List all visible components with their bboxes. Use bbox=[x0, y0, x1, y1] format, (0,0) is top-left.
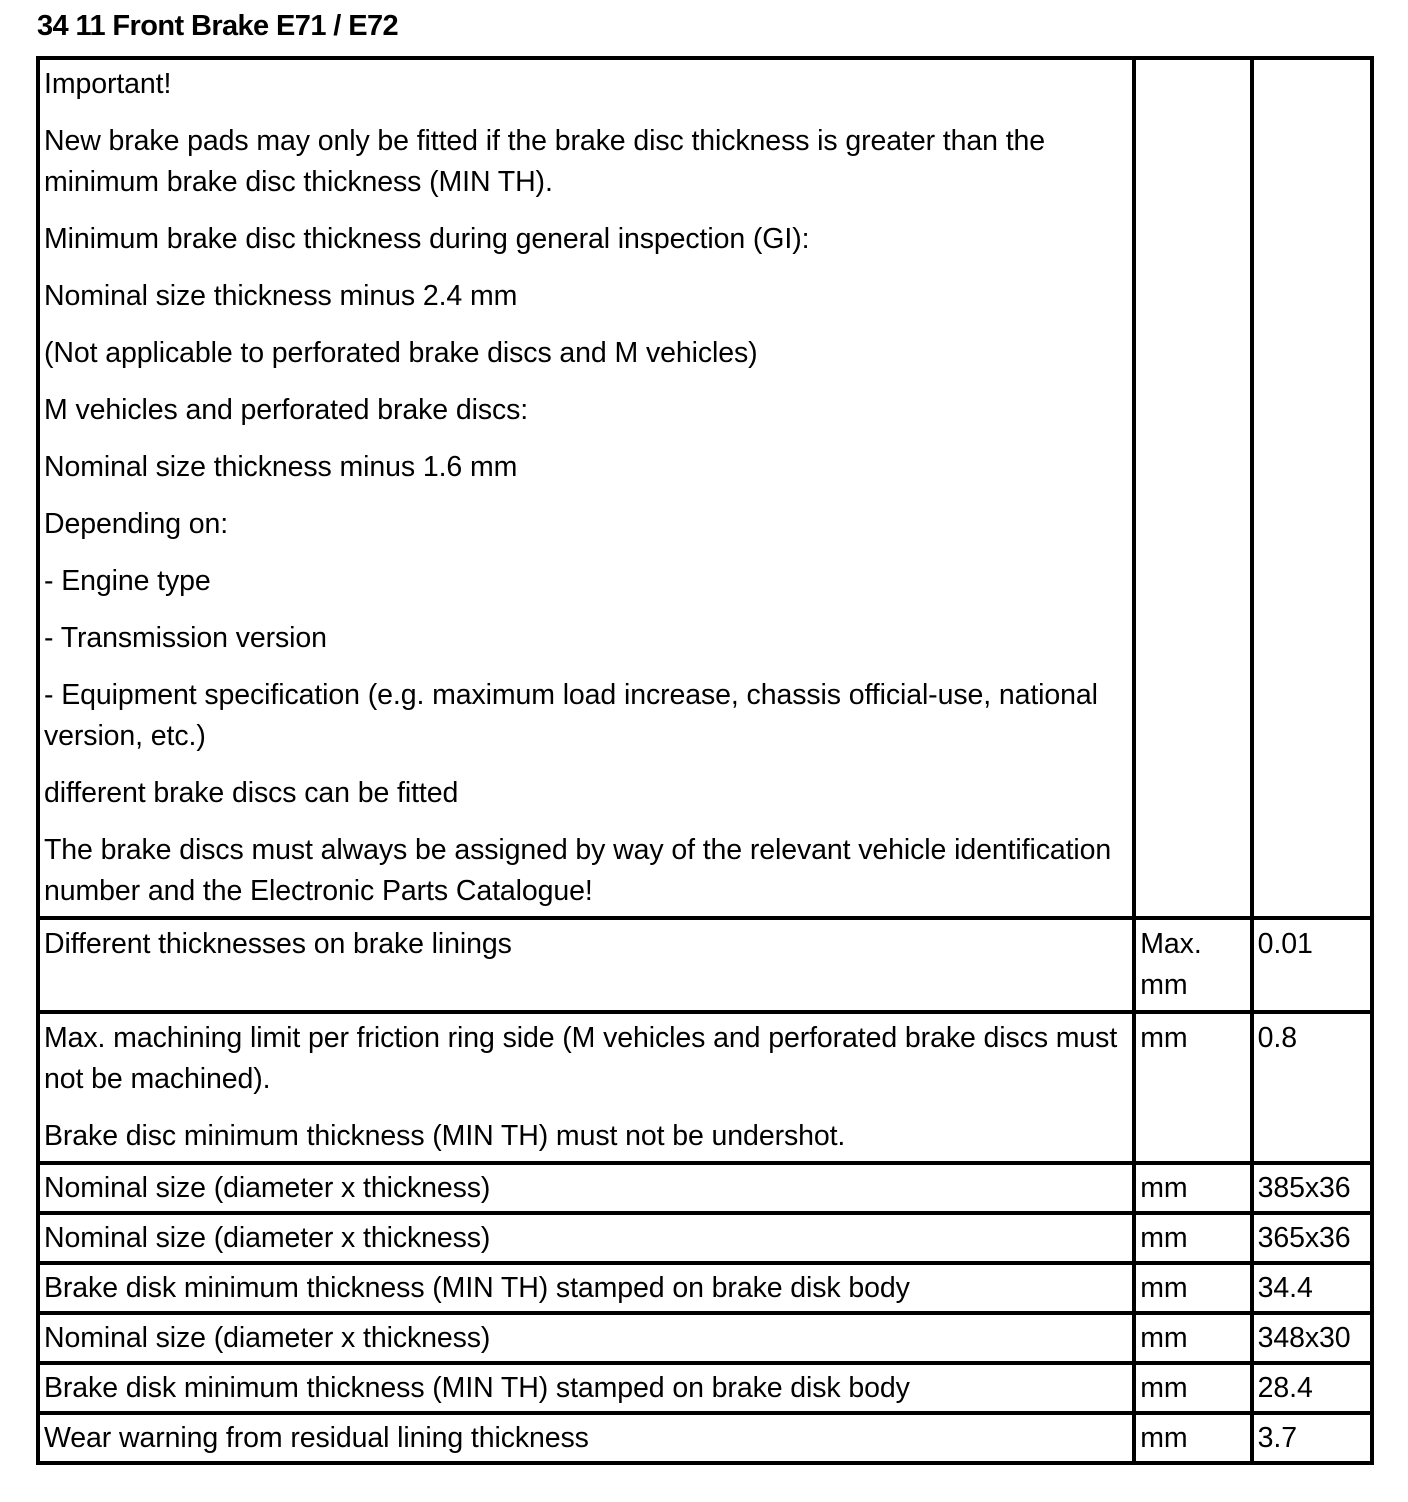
note-cell bbox=[38, 58, 1134, 918]
unit-cell: mm bbox=[1134, 1012, 1251, 1163]
value-cell: 0.8 bbox=[1252, 1012, 1372, 1163]
table-row bbox=[38, 1363, 1372, 1413]
note-paragraph: Nominal size thickness minus 1.6 mm bbox=[44, 451, 518, 483]
brake-spec-table bbox=[36, 56, 1374, 1465]
value-cell: 34.4 bbox=[1252, 1263, 1372, 1313]
note-paragraph: Nominal size thickness minus 2.4 mm bbox=[44, 280, 518, 312]
table-row bbox=[38, 1012, 1372, 1163]
table-row bbox=[38, 1213, 1372, 1263]
unit-cell: mm bbox=[1134, 1213, 1251, 1263]
note-paragraph: - Transmission version bbox=[44, 622, 327, 654]
table-row bbox=[38, 918, 1372, 1012]
value-cell bbox=[1252, 58, 1372, 918]
table-row bbox=[38, 1163, 1372, 1213]
unit-cell: mm bbox=[1134, 1313, 1251, 1363]
note-paragraph: The brake discs must always be assigned by way of the relevant vehicle identification number and the Electronic Parts Catalogue! bbox=[44, 834, 1112, 907]
note-paragraph: (Not applicable to perforated brake discs and M vehicles) bbox=[44, 337, 758, 369]
note-paragraph: - Equipment specification (e.g. maximum load increase, chassis official-use, national version, etc.) bbox=[44, 679, 1098, 752]
description-cell bbox=[38, 918, 1134, 1012]
note-paragraph: M vehicles and perforated brake discs: bbox=[44, 394, 529, 426]
value-cell: 348x30 bbox=[1252, 1313, 1372, 1363]
table-row bbox=[38, 1263, 1372, 1313]
unit-cell bbox=[1134, 58, 1251, 918]
description-text: Different thicknesses on brake linings bbox=[44, 928, 512, 960]
note-paragraph: New brake pads may only be fitted if the brake disc thickness is greater than the minimum brake disc thickness (MIN TH). bbox=[44, 125, 1046, 198]
unit-cell: mm bbox=[1134, 1163, 1251, 1213]
page-title: 34 11 Front Brake E71 / E72 bbox=[37, 10, 399, 42]
description-cell: Brake disk minimum thickness (MIN TH) stamped on brake disk body bbox=[38, 1363, 1134, 1413]
value-cell: 3.7 bbox=[1252, 1413, 1372, 1463]
description-cell: Nominal size (diameter x thickness) bbox=[38, 1213, 1134, 1263]
description-cell: Brake disk minimum thickness (MIN TH) stamped on brake disk body bbox=[38, 1263, 1134, 1313]
note-row bbox=[38, 58, 1372, 918]
value-cell: 385x36 bbox=[1252, 1163, 1372, 1213]
note-paragraph: Depending on: bbox=[44, 508, 229, 540]
table-row bbox=[38, 1313, 1372, 1363]
description-cell: Nominal size (diameter x thickness) bbox=[38, 1313, 1134, 1363]
description-cell bbox=[38, 1012, 1134, 1163]
description-cell: Nominal size (diameter x thickness) bbox=[38, 1163, 1134, 1213]
note-paragraph: - Engine type bbox=[44, 565, 211, 597]
unit-cell bbox=[1134, 918, 1251, 1012]
unit-cell: mm bbox=[1134, 1263, 1251, 1313]
description-text: Max. machining limit per friction ring side (M vehicles and perforated brake discs must not be machined). bbox=[44, 1022, 1118, 1095]
value-cell: 365x36 bbox=[1252, 1213, 1372, 1263]
description-cell: Wear warning from residual lining thickness bbox=[38, 1413, 1134, 1463]
table-row bbox=[38, 1413, 1372, 1463]
value-cell: 28.4 bbox=[1252, 1363, 1372, 1413]
note-paragraph: Minimum brake disc thickness during general inspection (GI): bbox=[44, 223, 810, 255]
note-paragraph: Important! bbox=[44, 68, 172, 100]
unit-text: Max. mm bbox=[1140, 928, 1202, 1001]
note-paragraph: different brake discs can be fitted bbox=[44, 777, 459, 809]
value-cell: 0.01 bbox=[1252, 918, 1372, 1012]
description-text: Brake disc minimum thickness (MIN TH) must not be undershot. bbox=[44, 1120, 846, 1152]
unit-cell: mm bbox=[1134, 1363, 1251, 1413]
unit-cell: mm bbox=[1134, 1413, 1251, 1463]
